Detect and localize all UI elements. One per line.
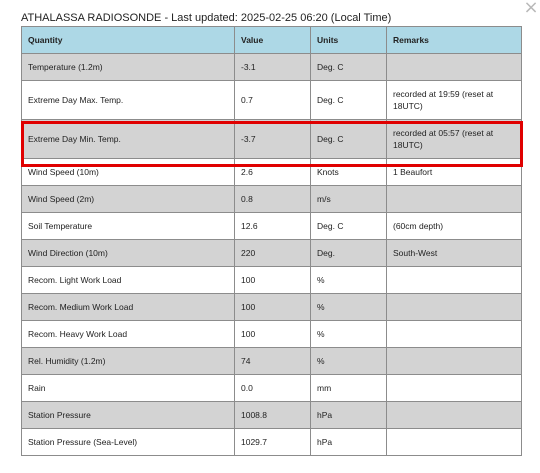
weather-data-table <box>21 26 522 456</box>
cell-value: 74 <box>235 348 311 375</box>
cell-units: Deg. C <box>311 213 387 240</box>
cell-units: mm <box>311 375 387 402</box>
cell-remarks: (60cm depth) <box>387 213 522 240</box>
cell-quantity: Wind Direction (10m) <box>22 240 235 267</box>
cell-quantity: Extreme Day Min. Temp. <box>22 120 235 159</box>
table-row <box>22 267 522 294</box>
cell-quantity: Wind Speed (2m) <box>22 186 235 213</box>
cell-units: % <box>311 321 387 348</box>
table-row <box>22 375 522 402</box>
cell-remarks <box>387 375 522 402</box>
table-row-highlighted <box>22 120 522 159</box>
cell-remarks <box>387 429 522 456</box>
cell-value: 1008.8 <box>235 402 311 429</box>
cell-remarks: 1 Beaufort <box>387 159 522 186</box>
cell-remarks <box>387 54 522 81</box>
cell-quantity: Recom. Medium Work Load <box>22 294 235 321</box>
cell-units: hPa <box>311 429 387 456</box>
cell-quantity: Station Pressure (Sea-Level) <box>22 429 235 456</box>
cell-remarks <box>387 321 522 348</box>
cell-quantity: Extreme Day Max. Temp. <box>22 81 235 120</box>
cell-units: Deg. C <box>311 120 387 159</box>
cell-units: % <box>311 267 387 294</box>
header-units: Units <box>311 27 387 54</box>
cell-quantity: Wind Speed (10m) <box>22 159 235 186</box>
cell-value: 0.7 <box>235 81 311 120</box>
cell-quantity: Temperature (1.2m) <box>22 54 235 81</box>
cell-value: -3.7 <box>235 120 311 159</box>
cell-value: 220 <box>235 240 311 267</box>
cell-remarks <box>387 267 522 294</box>
table-header-row <box>22 27 522 54</box>
cell-remarks: South-West <box>387 240 522 267</box>
cell-value: 100 <box>235 294 311 321</box>
cell-remarks: recorded at 19:59 (reset at 18UTC) <box>387 81 522 120</box>
table-row <box>22 186 522 213</box>
header-value: Value <box>235 27 311 54</box>
cell-quantity: Rel. Humidity (1.2m) <box>22 348 235 375</box>
cell-units: Deg. C <box>311 54 387 81</box>
cell-value: 2.6 <box>235 159 311 186</box>
cell-remarks <box>387 348 522 375</box>
cell-remarks <box>387 402 522 429</box>
table-row <box>22 348 522 375</box>
cell-remarks <box>387 294 522 321</box>
cell-quantity: Station Pressure <box>22 402 235 429</box>
table-row <box>22 321 522 348</box>
close-icon[interactable]: × <box>523 0 539 18</box>
cell-value: 0.8 <box>235 186 311 213</box>
cell-quantity: Recom. Heavy Work Load <box>22 321 235 348</box>
cell-units: m/s <box>311 186 387 213</box>
table-row <box>22 159 522 186</box>
cell-units: Deg. C <box>311 81 387 120</box>
table-row <box>22 213 522 240</box>
cell-value: 100 <box>235 267 311 294</box>
table-row <box>22 429 522 456</box>
popup-title: ATHALASSA RADIOSONDE - Last updated: 2025-02-25 06:20 (Local Time) <box>21 12 392 24</box>
cell-value: 100 <box>235 321 311 348</box>
cell-remarks <box>387 186 522 213</box>
cell-units: % <box>311 294 387 321</box>
table-row <box>22 81 522 120</box>
cell-units: Knots <box>311 159 387 186</box>
header-quantity: Quantity <box>22 27 235 54</box>
cell-value: 12.6 <box>235 213 311 240</box>
table-row <box>22 402 522 429</box>
cell-quantity: Recom. Light Work Load <box>22 267 235 294</box>
cell-remarks: recorded at 05:57 (reset at 18UTC) <box>387 120 522 159</box>
cell-units: % <box>311 348 387 375</box>
cell-value: 1029.7 <box>235 429 311 456</box>
table-row <box>22 54 522 81</box>
cell-quantity: Soil Temperature <box>22 213 235 240</box>
cell-units: Deg. <box>311 240 387 267</box>
cell-value: -3.1 <box>235 54 311 81</box>
cell-units: hPa <box>311 402 387 429</box>
table-row <box>22 240 522 267</box>
header-remarks: Remarks <box>387 27 522 54</box>
cell-value: 0.0 <box>235 375 311 402</box>
cell-quantity: Rain <box>22 375 235 402</box>
table-row <box>22 294 522 321</box>
